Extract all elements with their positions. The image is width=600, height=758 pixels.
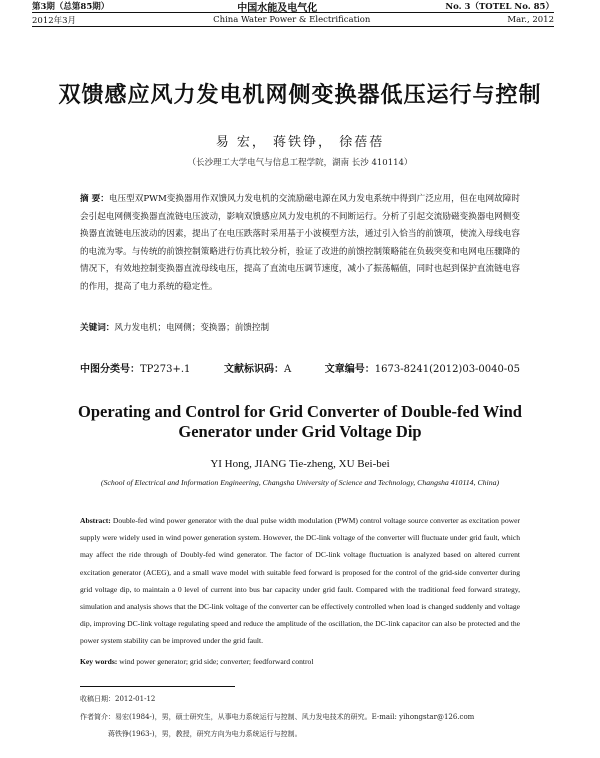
clc-value: TP273+.1 (140, 364, 191, 375)
journal-name-en: China Water Power & Electrification (213, 14, 371, 25)
paper-title-en-line2: Generator under Grid Voltage Dip (178, 422, 422, 441)
classification-row (80, 360, 520, 375)
keywords-text-cn: 风力发电机；电网侧；变换器；前馈控制 (114, 323, 270, 333)
issue-number-en: No. 3（TOTEL No. 85） (445, 2, 554, 12)
affiliation-en: (School of Electrical and Information Engineering, Changsha University of Science and Technology, Changsha 410114, China) (100, 478, 500, 487)
footnote-rule (80, 686, 235, 687)
abstract-cn (80, 191, 520, 297)
paper-title-en-line1: Operating and Control for Grid Converter of Double-fed Wind (78, 402, 522, 421)
abstract-text-cn: 电压型双PWM变换器用作双馈风力发电机的交流励磁电源在风力发电系统中得到广泛应用，但在电网故障时会引起电网侧变换器直流链电压波动，影响双馈感应风力发电机的不间断运行。分析了引起交流励磁变换器电网侧变换器直流链电压波动的因素，提出了在电压跌落时采用基于小波模型方法，通过引入恰当的前馈项，使流入母线电容的电流为零。与传统的前馈控制策略进行仿真比较分析，验证了改进的前馈控制策略能在负载突变和电网电压骤降的情况下，有效地控制变换器直流母线电压，提高了直流电压调节速度，减小了振荡幅值，同时也起到保护直流链电容的作用，提高了电力系统的稳定性。 (80, 194, 521, 292)
article-number-label: 文章编号： (324, 364, 375, 375)
keywords-cn (80, 321, 520, 333)
document-code-label: 文献标识码： (223, 364, 284, 375)
document-code-value: A (283, 364, 292, 375)
header-rule-top (32, 12, 554, 13)
article-number-value: 1673-8241(2012)03-0040-05 (374, 364, 520, 375)
abstract-label-en: Abstract: (80, 516, 111, 525)
authors-cn: 易 宏， 蒋铁铮， 徐蓓蓓 (215, 135, 385, 150)
document-code (224, 360, 291, 375)
keywords-en (80, 657, 520, 666)
abstract-text-en: Double-fed wind power generator with the dual pulse width modulation (PWM) control voltage source converter as excitation power supply were widely used in wind power generation system. However, the DC-link voltage of the converter will fluctuate under grid fault, which may affect the ride through of Doubly-fed wind generator. The factor of DC-link voltage fluctuation is analyzed based on altered current excitation generator (ACEG), and a small wave model with suitable feed forward is proposed for the control of the grid-side converter during grid voltage dip, to maintain a 0 level of current into bus bar capacity under grid fault. Compared with the traditional feed forward strategy, simulation and analysis shows that the DC-link voltage of the converter can be effectively controlled when load is changed suddenly and voltage dip, improving DC-link voltage regulating speed and reduce the amplitude of the oscillation, the DC-link capacitor can also be protected and the power system stability can be improved under the grid fault. (80, 516, 521, 646)
paper-title-cn: 双馈感应风力发电机网侧变换器低压运行与控制 (58, 83, 542, 108)
affiliation-cn: （长沙理工大学电气与信息工程学院，湖南 长沙 410114） (187, 158, 413, 168)
footnote-author2: 蒋铁铮(1963-)，男，教授，研究方向为电力系统运行与控制。 (108, 730, 302, 738)
footnote-author1: 作者简介：易宏(1984-)，男，硕士研究生，从事电力系统运行与控制、风力发电技术的研究。E-mail: yihongstar@126.com (80, 713, 475, 721)
clc-number (80, 360, 190, 375)
keywords-label-cn: 关键词： (80, 323, 115, 333)
keywords-text-en: wind power generator; grid side; converter; feedforward control (119, 657, 314, 666)
abstract-label-cn: 摘 要： (80, 194, 109, 204)
journal-header (32, 0, 554, 12)
abstract-en (80, 512, 520, 650)
paper-title-en (0, 402, 600, 442)
issue-date-cn: 2012年3月 (32, 15, 77, 26)
authors-en: YI Hong, JIANG Tie-zheng, XU Bei-bei (210, 458, 390, 470)
article-number (325, 360, 520, 375)
clc-label: 中图分类号： (80, 364, 140, 375)
journal-subheader (32, 14, 554, 25)
issue-number-cn: 第3期（总第85期） (32, 2, 110, 12)
header-rule-bottom (32, 26, 554, 27)
keywords-label-en: Key words: (80, 657, 118, 666)
journal-name-cn: 中国水能及电气化 (237, 2, 318, 14)
footnote-received: 收稿日期：2012-01-12 (80, 695, 156, 703)
issue-date-en: Mar., 2012 (507, 14, 554, 25)
